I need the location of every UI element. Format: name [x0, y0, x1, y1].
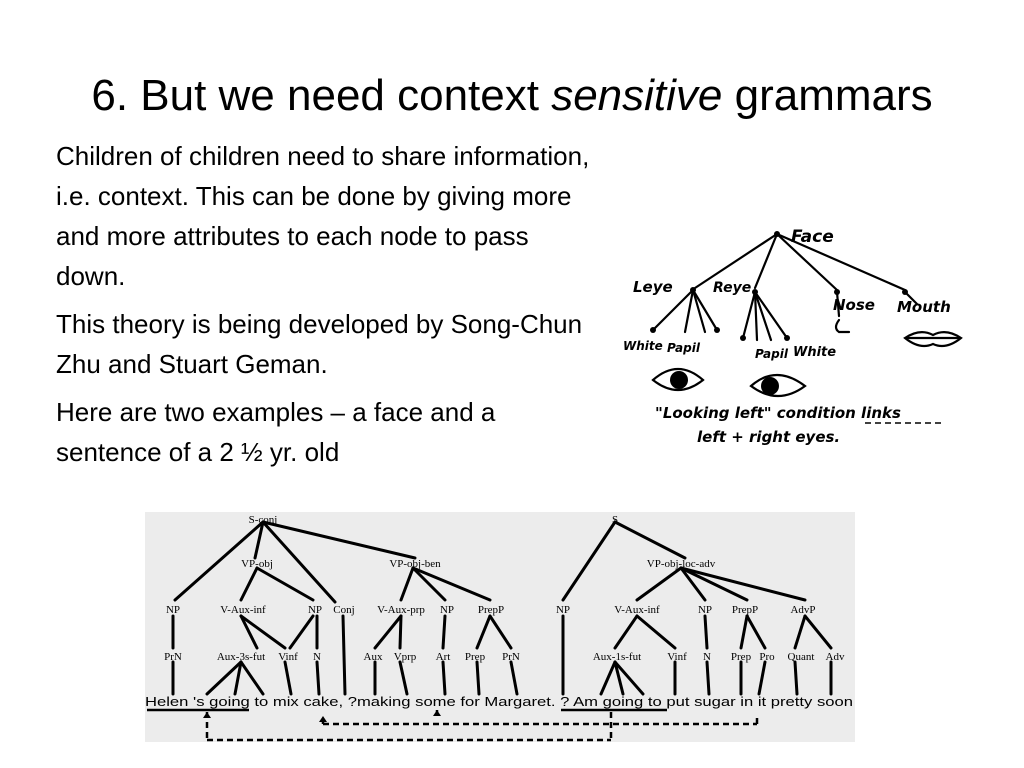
right-pupil-label: Papil — [755, 347, 788, 361]
leye-label: Leye — [633, 278, 673, 296]
node-conj: Conj — [333, 604, 355, 616]
node-s-conj: S-conj — [248, 514, 278, 526]
slide-title — [0, 68, 1024, 124]
node-v-aux-inf: V-Aux-inf — [614, 604, 660, 616]
node-prn: PrN — [502, 651, 520, 663]
node-prn: PrN — [164, 651, 182, 663]
node-np: NP — [555, 604, 571, 616]
node-vinf: Vinf — [667, 651, 687, 663]
face-root-label: Face — [791, 227, 834, 247]
right-white-label: White — [793, 345, 837, 360]
mouth-label: Mouth — [897, 298, 951, 316]
node-advp: AdvP — [790, 604, 816, 616]
condition-caption-1: "Looking left" condition links — [655, 404, 901, 422]
node-aux: Aux — [363, 651, 383, 663]
node-prepp: PrepP — [731, 604, 759, 616]
node-vp-obj-loc-adv: VP-obj-loc-adv — [646, 558, 716, 570]
condition-caption-2: left + right eyes. — [697, 428, 841, 446]
node-vprp: Vprp — [393, 651, 417, 663]
node-prep: Prep — [730, 651, 752, 663]
title-suffix: grammars — [722, 71, 933, 120]
sentence-parse-tree — [145, 512, 855, 742]
node-n: N — [703, 651, 711, 663]
sentence-text: Helen 's going to mix cake, ?making some for Margaret. ? Am going to put sugar in it pretty soon — [145, 694, 853, 709]
node-n: N — [313, 651, 321, 663]
node-aux-1s-fut: Aux-1s-fut — [592, 651, 642, 663]
left-white-label: White — [623, 339, 663, 353]
node-art: Art — [435, 651, 451, 663]
node-np: NP — [697, 604, 713, 616]
node-vp-obj: VP-obj — [241, 558, 273, 570]
node-pro: Pro — [759, 651, 775, 663]
reye-label: Reye — [713, 280, 752, 296]
node-np: NP — [165, 604, 181, 616]
node-np: NP — [439, 604, 455, 616]
node-v-aux-inf: V-Aux-inf — [220, 604, 266, 616]
node-vinf: Vinf — [278, 651, 298, 663]
paragraph-theory: This theory is being developed by Song-Chun Zhu and Stuart Geman. — [56, 309, 583, 379]
node-np: NP — [307, 604, 323, 616]
node-v-aux-prp: V-Aux-prp — [377, 604, 425, 616]
slide-body — [56, 136, 596, 480]
node-vp-obj-ben: VP-obj-ben — [389, 558, 441, 570]
node-aux-3s-fut: Aux-3s-fut — [216, 651, 266, 663]
title-emphasis: sensitive — [551, 71, 723, 120]
node-prepp: PrepP — [477, 604, 505, 616]
face-grammar-diagram — [615, 220, 965, 455]
node-s: S — [611, 514, 619, 526]
left-pupil-label: Papil — [667, 341, 700, 355]
node-quant: Quant — [787, 651, 815, 663]
paragraph-context: Children of children need to share information, i.e. context. This can be done by giving more and more attributes to each node to pass down. — [56, 141, 590, 291]
title-prefix: 6. But we need context — [91, 71, 552, 120]
nose-label: Nose — [833, 296, 875, 314]
node-adv: Adv — [825, 651, 845, 663]
paragraph-examples: Here are two examples – a face and a sentence of a 2 ½ yr. old — [56, 397, 496, 467]
node-prep: Prep — [464, 651, 486, 663]
